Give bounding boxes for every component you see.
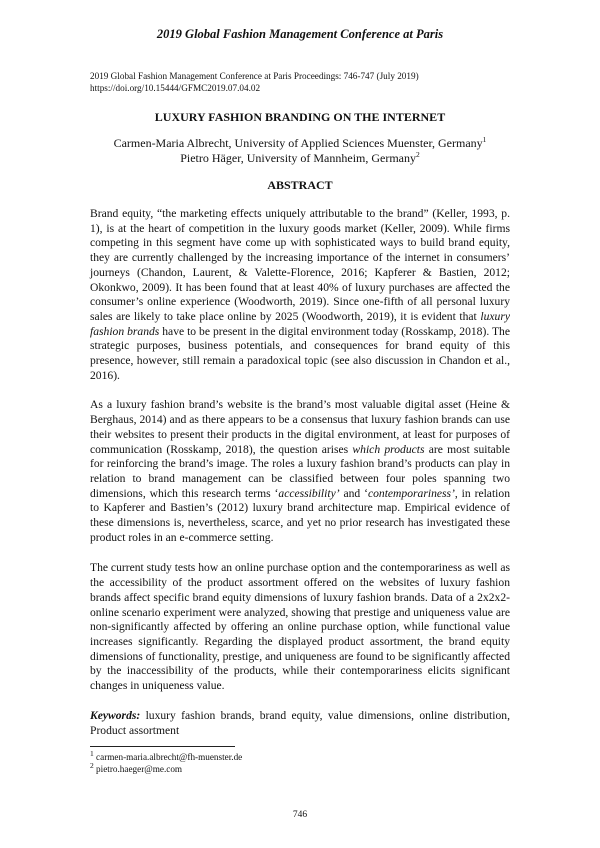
footnotes [90, 748, 510, 775]
keywords-text: luxury fashion brands, brand equity, value dimensions, online distribution, Product assortment [90, 708, 510, 737]
abstract-paragraph-2 [90, 398, 510, 545]
paper-title: LUXURY FASHION BRANDING ON THE INTERNET [154, 110, 446, 124]
keywords-label: Keywords: [90, 708, 141, 722]
author-2 [0, 151, 600, 166]
p2-emphasis-2: accessibility’ [278, 486, 340, 500]
footnote-2-email[interactable]: pietro.haeger@me.com [93, 764, 183, 774]
p2-text-b: are most suitable for reinforcing the brand’s image. The roles a luxury fashion brand’s products can play in relation to brand management can be classified between four poles spanning two dimensions, which this research terms ‘ [90, 442, 510, 500]
p1-emphasis: luxury fashion brands [90, 309, 510, 338]
doi-link[interactable]: https://doi.org/10.15444/GFMC2019.07.04.02 [90, 82, 261, 93]
footnote-1 [90, 748, 510, 763]
author-1-footnote-mark: 1 [482, 135, 487, 144]
proceedings-info [90, 71, 520, 94]
footnote-divider [90, 746, 235, 747]
p2-text-c: and ‘ [339, 486, 368, 500]
running-header: 2019 Global Fashion Management Conference at Paris [156, 27, 444, 41]
author-1-affiliation: Carmen-Maria Albrecht, University of Applied Sciences Muenster, Germany [113, 136, 483, 150]
abstract-heading: ABSTRACT [267, 178, 333, 192]
p1-text-b: have to be present in the digital environment today (Rosskamp, 2018). The strategic purposes, business potentials, and consequences for brand equity of this presence, however, still remain a paradoxical topic (see also discussion in Chandon et al., 2016). [90, 324, 510, 382]
author-list [0, 136, 600, 166]
p2-text-d: , in relation to Kapferer and Bastien’s (2012) luxury brand architecture map. Empirical evidence of these dimensions is, nevertheless, scarce, and yet no prior research has investigated these product roles in an e-commerce setting. [90, 486, 510, 544]
abstract-paragraph-1 [90, 207, 510, 383]
footnote-2 [90, 760, 510, 775]
proceedings-citation: 2019 Global Fashion Management Conference at Paris Proceedings: 746-747 (July 2019) [90, 71, 419, 81]
footnote-1-email[interactable]: carmen-maria.albrecht@fh-muenster.de [93, 752, 243, 762]
p2-emphasis-3: contemporariness’ [367, 486, 455, 500]
p2-emphasis-1: which products [352, 442, 425, 456]
abstract-body [90, 207, 510, 753]
footnote-2-mark: 2 [90, 760, 94, 770]
keywords [90, 709, 510, 738]
author-2-footnote-mark: 2 [416, 150, 420, 159]
author-2-affiliation: Pietro Häger, University of Mannheim, Germany [180, 151, 417, 165]
abstract-paragraph-3: The current study tests how an online purchase option and the contemporariness as well as the accessibility of the product assortment offered on the websites of luxury fashion brands affect specific brand equity dimensions of luxury fashion brands. Data of a 2x2x2-online scenario experiment were analyzed, showing that prestige and uniqueness value are non-significantly affected by offering an online purchase option, while functional value increases significantly. Regarding the displayed product assortment, the brand equity dimensions of functionality, prestige, and uniqueness are found to be significantly affected by the inaccessibility of the products, while their contemporariness elicits significant changes in uniqueness value. [90, 561, 510, 693]
author-1 [0, 136, 600, 151]
footnote-1-mark: 1 [90, 748, 94, 758]
p1-text-a: Brand equity, “the marketing effects uniquely attributable to the brand” (Keller, 1993, p. 1), is at the heart of competition in the luxury goods market (Keller, 2009). While firms competing in this segment have come up with sophisticated ways to build brand equity, they are currently challenged by the increasing importance of the internet in consumers’ journeys (Chandon, Laurent, & Valette-Florence, 2016; Kapferer & Bastien, 2012; Okonkwo, 2009). It has been found that at least 40% of luxury purchases are affected the consumer’s online experience (Woodworth, 2019). Since one-fifth of all personal luxury sales are likely to take place online by 2025 (Woodworth, 2019), it is evident that [90, 207, 510, 323]
page-number: 746 [292, 810, 308, 820]
p2-text-a: As a luxury fashion brand’s website is the brand’s most valuable digital asset (Heine & Berghaus, 2014) and as there appears to be a consensus that luxury fashion brands can use their websites to present their products in the digital environment, at least for purposes of communication (Rosskamp, 2018), the question arises [90, 398, 510, 456]
